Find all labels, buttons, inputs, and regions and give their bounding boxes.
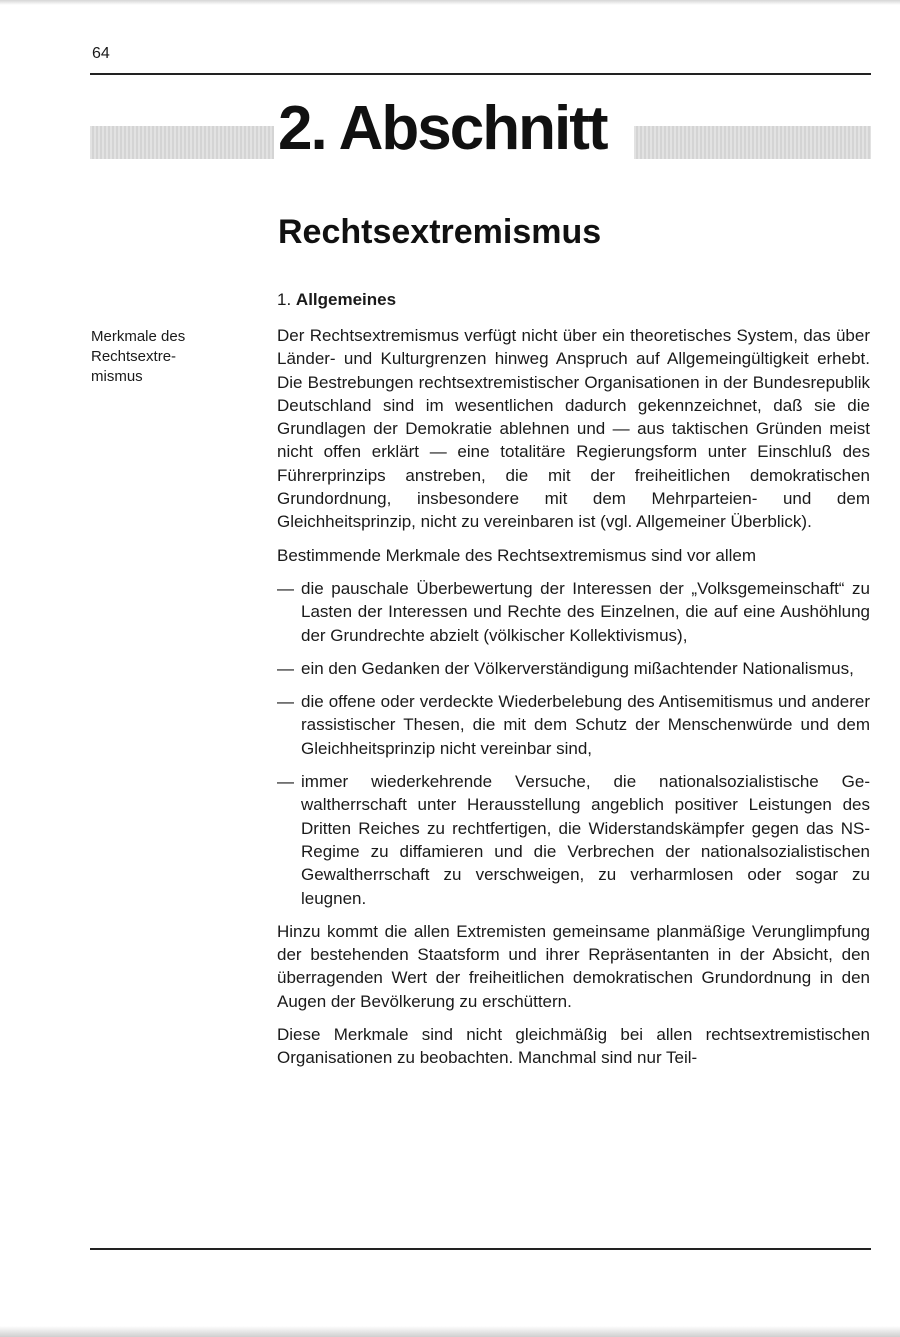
chapter-title: Rechtsextremismus xyxy=(278,213,602,251)
page-number: 64 xyxy=(92,45,110,62)
margin-note-line: mismus xyxy=(91,368,143,385)
list-item xyxy=(277,770,870,910)
subsection-heading xyxy=(277,288,396,312)
body-text xyxy=(277,324,870,1080)
list-item xyxy=(277,690,870,760)
list-dash: — xyxy=(277,578,294,598)
margin-note-line: Rechtsextre- xyxy=(91,348,177,365)
subsection-title: Allgemeines xyxy=(295,290,397,309)
feature-list xyxy=(277,577,870,910)
list-dash: — xyxy=(277,658,294,678)
list-item-text: ein den Gedanken der Völkerverständigung mißachtender Nationalismus, xyxy=(301,658,854,678)
list-item xyxy=(277,577,870,647)
paragraph: Hinzu kommt die allen Extremisten gemeinsame planmäßige Verunglimpfung der bestehenden Staatsform und ihrer Repräsentanten in der Absicht, den überragenden Wert der freiheitlichen demokratischen Grundordnung in den Augen der Bevölkerung zu erschüttern. xyxy=(277,921,870,1011)
paragraph: Bestimmende Merkmale des Rechtsextremismus sind vor allem xyxy=(277,545,756,565)
list-dash: — xyxy=(277,692,294,712)
paragraph: Diese Merkmale sind nicht gleichmäßig bei allen rechtsextremistischen Organisationen zu beobachten. Manchmal sind nur Teil- xyxy=(277,1025,870,1068)
list-item xyxy=(277,657,870,680)
section-heading: 2. Abschnitt xyxy=(278,94,607,163)
scan-edge-top xyxy=(0,0,900,5)
list-item-text: die offene oder verdeckte Wiederbelebung des Antisemitismus und anderer rassistischer Thesen, die mit dem Schutz der Menschenwürde und dem Gleichheitsprinzip nicht vereinbar sind, xyxy=(301,692,870,758)
footer-rule xyxy=(90,1248,871,1250)
subsection-number: 1. xyxy=(277,290,292,309)
scan-edge-bottom xyxy=(0,1326,900,1337)
list-item-text: die pauschale Überbewertung der Interessen der „Volksgemeinschaft“ zu Lasten der Interessen und Rechte des Einzelnen, die auf eine Aushöhlung der Grundrechte abzielt (völkischer Kollektivismus), xyxy=(301,578,870,645)
header-rule xyxy=(90,73,871,75)
margin-note xyxy=(91,327,231,387)
list-item-text: immer wiederkehrende Versuche, die nationalsozialistische Gewaltherrschaft unter Herausstellung angeblich positiver Leistungen des Dritten Reiches zu rechtfertigen, die Widerstandskämpfer gegen das NS-Regime zu diffamieren und die Verbrechen der nationalsozialistischen Gewaltherrschaft zu verschweigen, zu verharmlosen oder sogar zu leugnen. xyxy=(301,772,870,908)
margin-note-line: Merkmale des xyxy=(91,328,186,345)
list-dash: — xyxy=(277,772,294,792)
paragraph: Der Rechtsextremismus verfügt nicht über ein theoretisches System, das über Länder- und Kulturgrenzen hinweg Anspruch auf Allgemeingültigkeit erhebt. Die Bestrebungen rechtsextremistischer Organisationen in der Bundesrepublik Deutschland sind im wesentlichen dadurch gekennzeichnet, daß sie die Grundlagen der Demokratie ablehnen und — aus taktischen Gründen meist nicht offen erklärt — eine totalitäre Regierungsform unter Einschluß des Führerprinzips anstreben, die mit der freiheitlichen demokratischen Grundordnung, insbesondere mit dem Mehrparteien- und dem Gleichheitsprinzip, nicht zu vereinbaren ist (vgl. Allgemeiner Überblick). xyxy=(277,326,870,532)
